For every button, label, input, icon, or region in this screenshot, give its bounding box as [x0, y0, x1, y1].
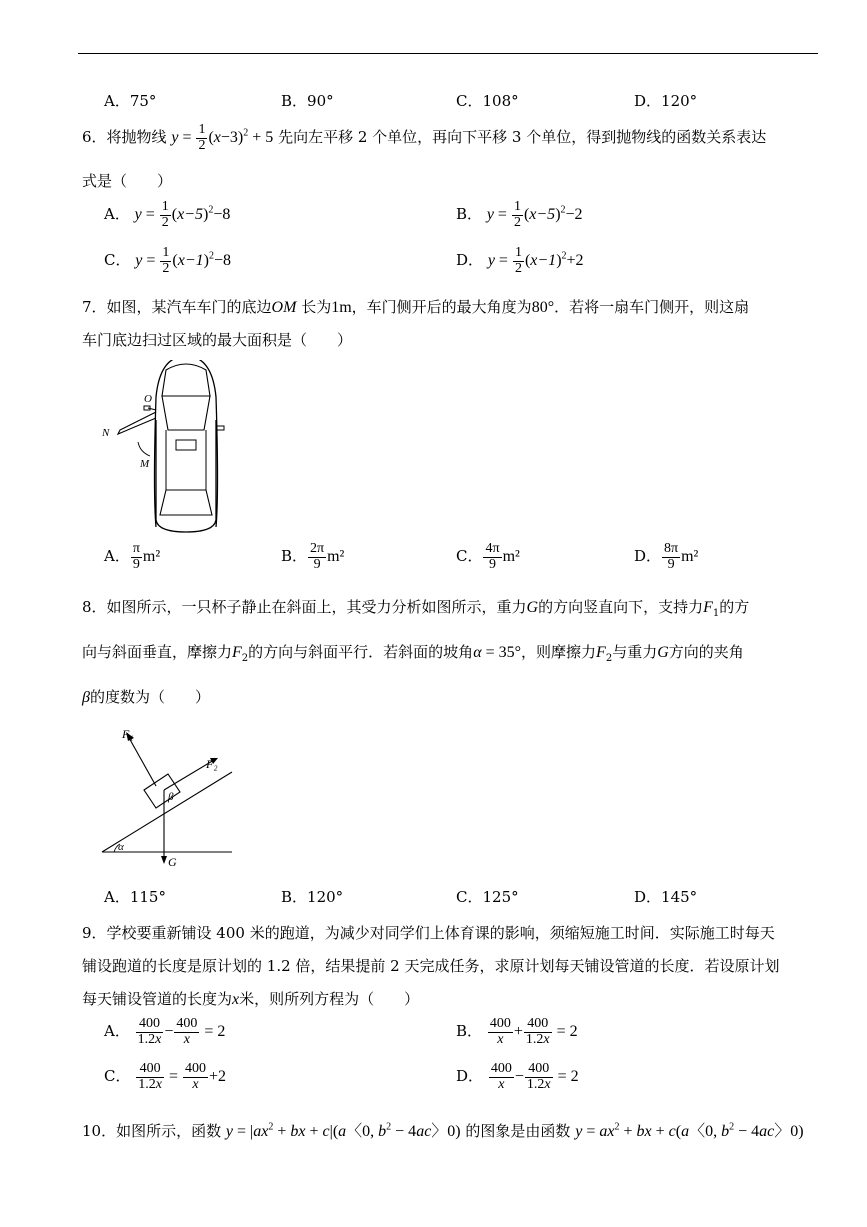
q7-option-b[interactable]: B． $\frac{2\pi}{9}$ m² — [281, 541, 345, 572]
label-m: M — [140, 458, 150, 470]
q8-stem-line3: β的度数为（ ） — [82, 688, 210, 706]
force-diagram-figure — [98, 722, 238, 870]
q8-stem-line2: 向与斜面垂直，摩擦力$F_2$的方向与斜面平行．若斜面的坡角α = 35°，则摩擦力$F_2$与重力G方向的夹角 — [82, 643, 744, 664]
label-f2: F₂ — [206, 757, 218, 771]
q9-option-b[interactable]: B． $\frac{400}{x}$ + $\frac{400}{1.2x}$ = 2 — [456, 1016, 578, 1047]
q6-option-a[interactable]: A． y = $\frac{1}{2}$ $(x-5)^2-8$ — [104, 199, 231, 230]
q7-option-d[interactable]: D． $\frac{8\pi}{9}$ m² — [634, 541, 699, 572]
q5-option-d[interactable]: D．120° — [634, 92, 698, 110]
q5-option-c[interactable]: C．108° — [456, 92, 519, 110]
q9-stem-line2: 铺设跑道的长度是原计划的 1.2 倍，结果提前 2 天完成任务，求原计划每天铺设管道的长度．若设原计划 — [82, 957, 780, 975]
label-f1: F₁ — [122, 727, 134, 741]
q9-option-c[interactable]: C． $\frac{400}{1.2x}$ = $\frac{400}{x}$ +2 — [104, 1061, 227, 1092]
car-door-figure — [98, 360, 238, 535]
header-rule — [78, 53, 818, 54]
q6-stem-line1: 6．将抛物线 y = $\frac{1}{2}$ $(x-3)^2 + 5$ 先向左平移 2 个单位，再向下平移 3 个单位，得到抛物线的函数关系表达 — [82, 122, 767, 153]
q6-option-d[interactable]: D． y = $\frac{1}{2}$ $(x-1)^2+2$ — [456, 245, 584, 276]
q10-stem-line1: 10．如图所示，函数 $y = |ax^2$ + bx + c|(a〈0, $b^2 - 4ac$〉0) 的图象是由函数 $y = ax^2$ + bx + c(a〈0, $b^2 - 4ac$〉0) — [82, 1121, 804, 1140]
label-o: O — [144, 393, 152, 405]
q7-option-c[interactable]: C． $\frac{4\pi}{9}$ m² — [456, 541, 520, 572]
q9-stem-line1: 9．学校要重新铺设 400 米的跑道，为减少对同学们上体育课的影响，须缩短施工时间．实际施工时每天 — [82, 924, 775, 942]
label-n: N — [102, 427, 110, 439]
q7-option-a[interactable]: A． $\frac{\pi}{9}$ m² — [104, 541, 161, 572]
q8-stem-line1: 8．如图所示，一只杯子静止在斜面上，其受力分析如图所示，重力G的方向竖直向下，支持力$F_1$的方 — [82, 598, 750, 619]
q6-stem-line2: 式是（ ） — [82, 172, 173, 190]
q8-option-c[interactable]: C．125° — [456, 888, 519, 906]
q6-option-b[interactable]: B． y = $\frac{1}{2}$ $(x-5)^2-2$ — [456, 199, 583, 230]
q5-option-a[interactable]: A．75° — [104, 92, 157, 110]
q9-stem-line3: 每天铺设管道的长度为x米，则所列方程为（ ） — [82, 990, 420, 1008]
q8-option-b[interactable]: B．120° — [281, 888, 344, 906]
q9-option-a[interactable]: A． $\frac{400}{1.2x}$ − $\frac{400}{x}$ = 2 — [104, 1016, 226, 1047]
q5-option-b[interactable]: B．90° — [281, 92, 334, 110]
label-beta: β — [168, 791, 174, 803]
q8-option-d[interactable]: D．145° — [634, 888, 698, 906]
q7-stem-line1: 7．如图，某汽车车门的底边OM 长为1m，车门侧开后的最大角度为80°．若将一扇车门侧开，则这扇 — [82, 298, 750, 316]
label-alpha: α — [118, 841, 124, 853]
q7-stem-line2: 车门底边扫过区域的最大面积是（ ） — [82, 331, 353, 349]
label-g: G — [168, 855, 177, 869]
q6-option-c[interactable]: C． y = $\frac{1}{2}$ $(x-1)^2-8$ — [104, 245, 231, 276]
q9-option-d[interactable]: D． $\frac{400}{x}$ − $\frac{400}{1.2x}$ = 2 — [456, 1061, 579, 1092]
q8-option-a[interactable]: A．115° — [104, 888, 166, 906]
